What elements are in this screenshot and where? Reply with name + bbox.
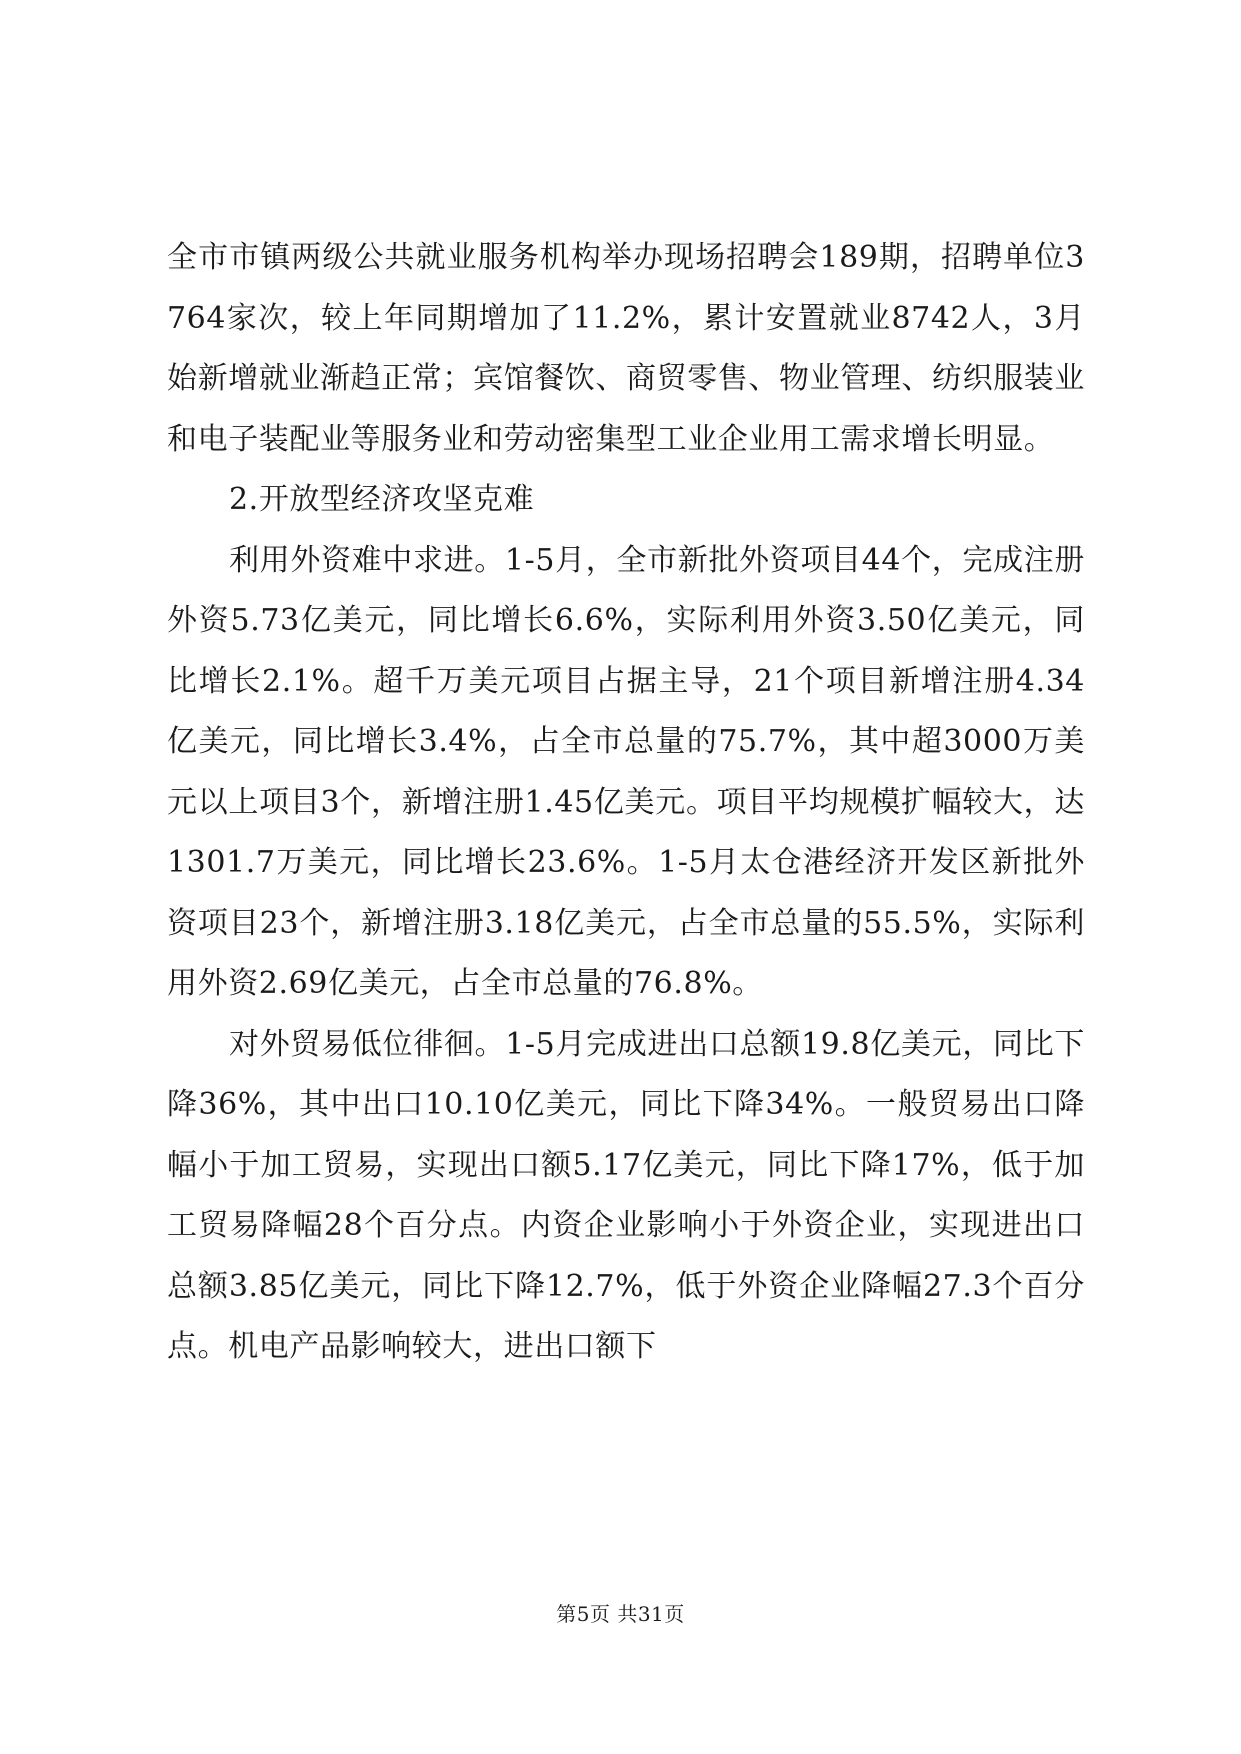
page-footer: 第5页 共31页 <box>556 1602 685 1626</box>
paragraph-foreign-investment: 利用外资难中求进。1-5月，全市新批外资项目44个，完成注册外资5.73亿美元，同比增长6.6%，实际利用外资3.50亿美元，同比增长2.1%。超千万美元项目占据主导，21个项目新增注册4.34亿美元，同比增长3.4%，占全市总量的75.7%，其中超3000万美元以上项目3个，新增注册1.45亿美元。项目平均规模扩幅较大，达1301.7万美元，同比增长23.6%。1-5月太仓港经济开发区新批外资项目23个，新增注册3.18亿美元，占全市总量的55.5%，实际利用外资2.69亿美元，占全市总量的76.8%。 <box>167 542 1085 1001</box>
document-body <box>167 228 1085 1378</box>
paragraph-foreign-trade: 对外贸易低位徘徊。1-5月完成进出口总额19.8亿美元，同比下降36%，其中出口10.10亿美元，同比下降34%。一般贸易出口降幅小于加工贸易，实现出口额5.17亿美元，同比下降17%，低于加工贸易降幅28个百分点。内资企业影响小于外资企业，实现进出口总额3.85亿美元，同比下降12.7%，低于外资企业降幅27.3个百分点。机电产品影响较大，进出口额下 <box>167 1026 1085 1364</box>
paragraph-employment: 全市市镇两级公共就业服务机构举办现场招聘会189期，招聘单位3764家次，较上年同期增加了11.2%，累计安置就业8742人，3月始新增就业渐趋正常；宾馆餐饮、商贸零售、物业管理、纺织服装业和电子装配业等服务业和劳动密集型工业企业用工需求增长明显。 <box>167 240 1085 457</box>
section-heading-open-economy: 2.开放型经济攻坚克难 <box>229 482 535 517</box>
